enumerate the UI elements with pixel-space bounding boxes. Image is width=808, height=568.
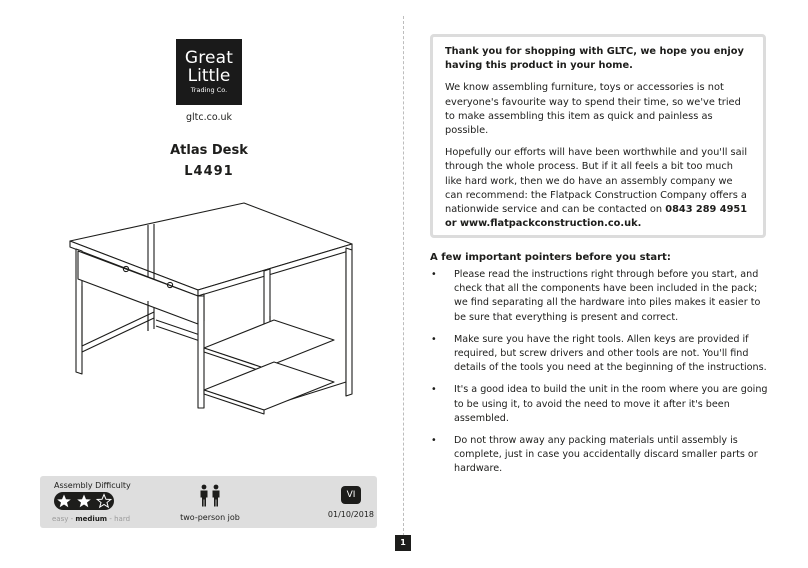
language-badge: VI — [341, 486, 361, 504]
list-item-text: Make sure you have the right tools. Allen keys are provided if required, but screw drivers and other tools are not. You'll find details of the tools you need at the beginning of the instructions. — [454, 333, 767, 374]
logo-line-1: Great — [184, 48, 234, 68]
website-link[interactable]: www.flatpackconstruction.co.uk — [459, 218, 638, 230]
brand-logo — [176, 39, 242, 105]
pointers-list — [430, 268, 770, 485]
two-person-label: two-person job — [180, 513, 240, 522]
scale-sep: - — [68, 515, 76, 523]
fold-divider — [403, 16, 404, 536]
difficulty-title: Assembly Difficulty — [54, 481, 131, 490]
scale-sep: - — [107, 515, 115, 523]
page-number: 1 — [395, 535, 411, 551]
list-item — [430, 268, 770, 325]
product-code: L4491 — [184, 164, 234, 179]
bullet-icon: • — [431, 435, 437, 447]
scale-hard: hard — [114, 515, 131, 523]
assembly-info-bar — [40, 476, 377, 528]
intro-lead: Thank you for shopping with GLTC, we hope you enjoy having this product in your home. — [445, 46, 744, 72]
product-name: Atlas Desk — [170, 143, 248, 158]
bullet-icon: • — [431, 269, 437, 280]
website-text: gltc.co.uk — [185, 112, 233, 123]
difficulty-stars — [54, 492, 114, 510]
intro-box — [430, 34, 766, 238]
pointers-title: A few important pointers before you start: — [430, 252, 671, 263]
difficulty-scale — [52, 515, 130, 523]
intro-paragraph-2-text: Hopefully our efforts will have been worthwhile and you'll sail through the whole process. But if it all feels a bit too much like hard work, then we do have an assembly company we can recommend: the Flatpack Construction Company offers a nationwide service and can be contacted on — [445, 147, 748, 216]
scale-medium: medium — [75, 515, 108, 523]
or-text: or — [445, 218, 460, 230]
intro-paragraph-1: We know assembling furniture, toys or accessories is not everyone's favourite way to spend their time, so we've tried to make assembling this item as quick and painless as possible. — [445, 82, 741, 137]
list-item-text: Do not throw away any packing materials until assembly is complete, just in case you accidentally discard smaller parts or hardware. — [454, 435, 758, 475]
list-item — [430, 333, 770, 376]
list-item — [430, 383, 770, 426]
list-item-text: Please read the instructions right through before you start, and check that all the components have been included in the pack; we find separating all the hardware into piles makes it easier to be sure that everything is present and correct. — [454, 269, 761, 323]
logo-line-2: Little — [187, 66, 231, 86]
logo-line-3: Trading Co. — [190, 86, 228, 94]
phone-number: 0843 289 4951 — [665, 204, 748, 216]
scale-easy: easy — [52, 515, 69, 523]
bullet-icon: • — [431, 333, 437, 345]
intro-paragraph-2 — [445, 146, 749, 231]
two-person-icon — [197, 484, 223, 508]
period: . — [637, 218, 642, 230]
revision-date: 01/10/2018 — [327, 510, 374, 519]
list-item — [430, 434, 770, 477]
desk-illustration — [64, 196, 364, 441]
bullet-icon: • — [431, 384, 437, 396]
list-item-text: It's a good idea to build the unit in the room where you are going to be using it, to avoid the need to move it after it's been assembled. — [454, 384, 768, 424]
